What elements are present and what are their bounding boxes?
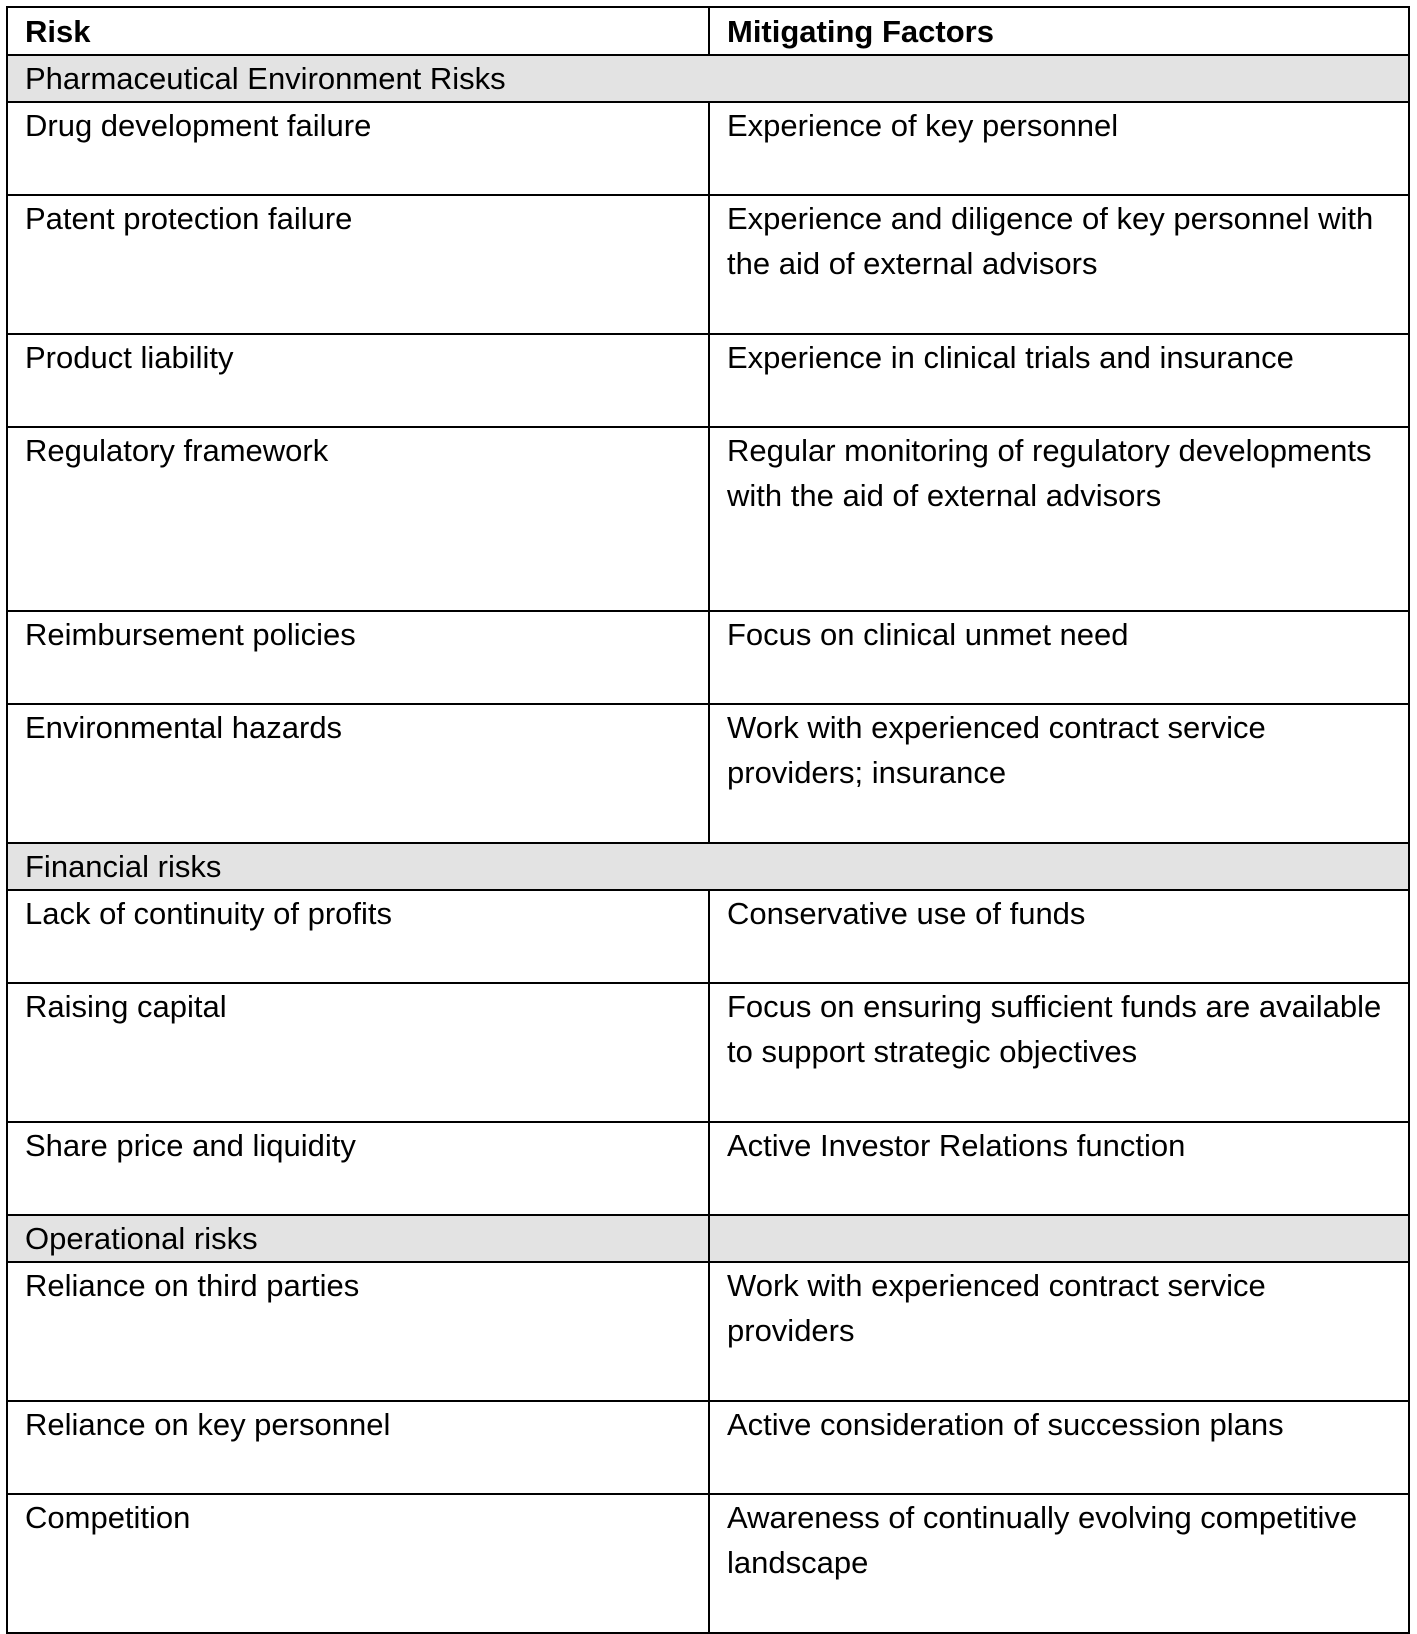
risk-cell: Share price and liquidity (7, 1122, 709, 1215)
risk-cell: Lack of continuity of profits (7, 890, 709, 983)
risk-cell: Raising capital (7, 983, 709, 1122)
section-header-row (7, 843, 1409, 890)
risk-cell: Drug development failure (7, 102, 709, 195)
mitigation-cell: Experience in clinical trials and insurance (709, 334, 1409, 427)
table-row (7, 1401, 1409, 1494)
risk-cell: Reliance on third parties (7, 1262, 709, 1401)
section-header-row (7, 55, 1409, 102)
section-title: Pharmaceutical Environment Risks (7, 55, 1409, 102)
table-row (7, 1494, 1409, 1633)
table-row (7, 1122, 1409, 1215)
section-title: Financial risks (7, 843, 1409, 890)
table-row (7, 1262, 1409, 1401)
table-row (7, 983, 1409, 1122)
risk-cell: Environmental hazards (7, 704, 709, 843)
section-empty-cell (709, 1215, 1409, 1262)
mitigation-cell: Work with experienced contract service providers (709, 1262, 1409, 1401)
risk-cell: Regulatory framework (7, 427, 709, 611)
section-header-row (7, 1215, 1409, 1262)
mitigation-cell: Awareness of continually evolving competitive landscape (709, 1494, 1409, 1633)
mitigation-cell: Experience of key personnel (709, 102, 1409, 195)
table-row (7, 102, 1409, 195)
risk-table (6, 6, 1410, 1634)
risk-cell: Product liability (7, 334, 709, 427)
mitigation-cell: Active consideration of succession plans (709, 1401, 1409, 1494)
mitigation-cell: Active Investor Relations function (709, 1122, 1409, 1215)
risk-cell: Reliance on key personnel (7, 1401, 709, 1494)
mitigation-cell: Focus on ensuring sufficient funds are available to support strategic objectives (709, 983, 1409, 1122)
table-row (7, 195, 1409, 334)
mitigation-cell: Conservative use of funds (709, 890, 1409, 983)
table-header-row (7, 7, 1409, 55)
mitigation-cell: Experience and diligence of key personnel with the aid of external advisors (709, 195, 1409, 334)
header-risk: Risk (7, 7, 709, 55)
table-row (7, 704, 1409, 843)
section-title: Operational risks (7, 1215, 709, 1262)
table-row (7, 611, 1409, 704)
mitigation-cell: Work with experienced contract service providers; insurance (709, 704, 1409, 843)
table-row (7, 334, 1409, 427)
mitigation-cell: Regular monitoring of regulatory developments with the aid of external advisors (709, 427, 1409, 611)
table-row (7, 890, 1409, 983)
mitigation-cell: Focus on clinical unmet need (709, 611, 1409, 704)
risk-cell: Reimbursement policies (7, 611, 709, 704)
risk-cell: Competition (7, 1494, 709, 1633)
risk-cell: Patent protection failure (7, 195, 709, 334)
header-mitigating-factors: Mitigating Factors (709, 7, 1409, 55)
table-row (7, 427, 1409, 611)
